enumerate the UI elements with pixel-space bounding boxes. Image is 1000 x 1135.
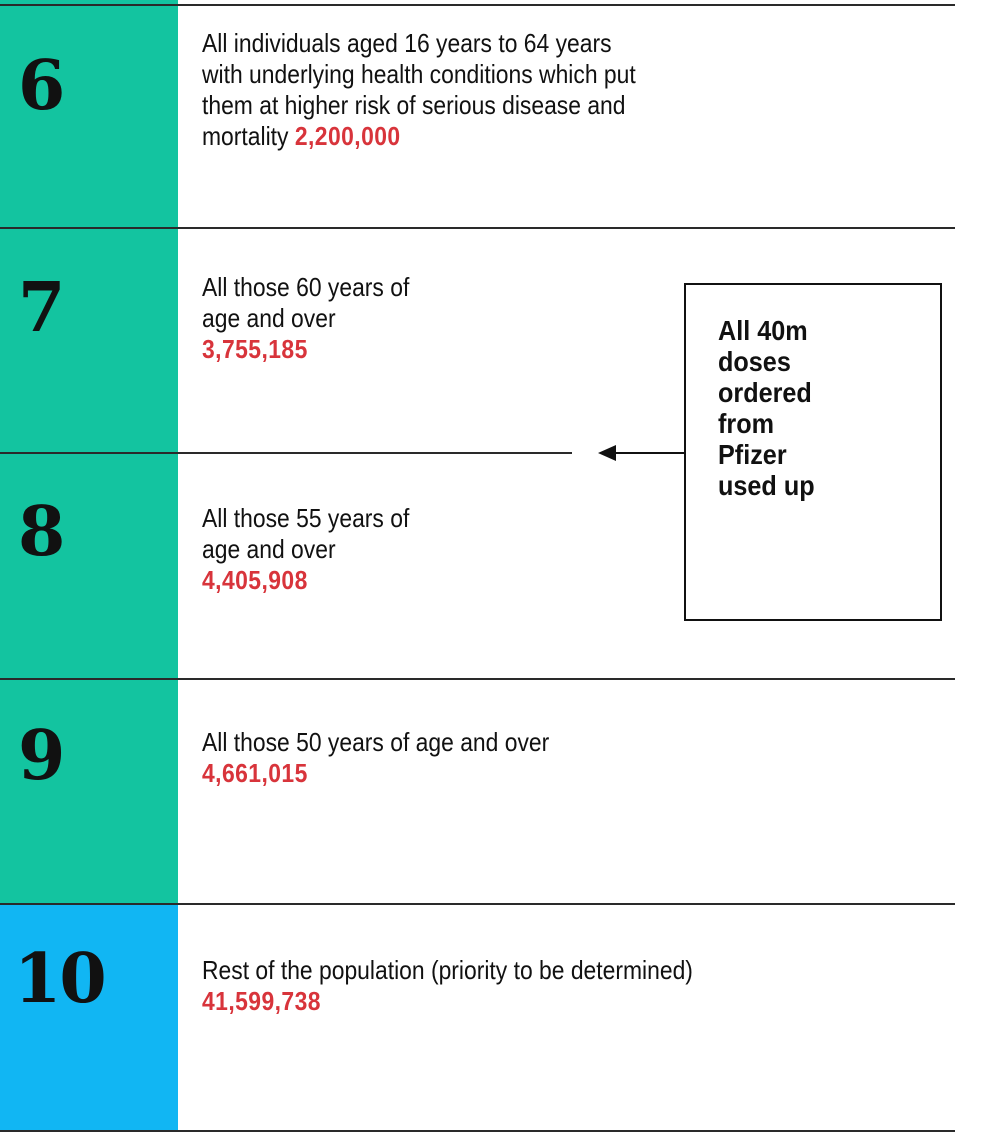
divider-6-7 [0, 227, 955, 229]
group-7-text [202, 272, 426, 365]
group-7-number: 7 [18, 268, 64, 348]
callout-arrow-icon [596, 440, 688, 466]
group-6-number: 6 [18, 46, 64, 126]
group-10-description: Rest of the population (priority to be determined) [202, 955, 693, 985]
group-7-description: All those 60 years of age and over [202, 272, 410, 333]
divider-8-9 [0, 678, 955, 680]
group-9-description: All those 50 years of age and over [202, 727, 550, 757]
group-8-number: 8 [18, 492, 64, 572]
divider-top [0, 4, 955, 6]
group-6-description: All individuals aged 16 years to 64 years with underlying health conditions which put them at higher risk of serious disease and mortality [202, 28, 636, 151]
group-9-count: 4,661,015 [202, 758, 308, 788]
group-6-text [202, 28, 646, 152]
group-10-number: 10 [14, 939, 105, 1019]
divider-7-8 [0, 452, 572, 454]
divider-9-10 [0, 903, 955, 905]
group-6-count: 2,200,000 [294, 121, 401, 151]
group-7-count: 3,755,185 [202, 334, 308, 364]
group-10-count: 41,599,738 [202, 986, 321, 1016]
group-8-text [202, 503, 426, 596]
group-10-text [202, 955, 818, 1017]
pfizer-callout-text: All 40m doses ordered from Pfizer used up [718, 315, 815, 501]
divider-bottom [0, 1130, 955, 1132]
pfizer-callout-box [684, 283, 942, 621]
group-9-text [202, 727, 572, 789]
group-8-description: All those 55 years of age and over [202, 503, 410, 564]
group-9-number: 9 [18, 716, 64, 796]
group-8-count: 4,405,908 [202, 565, 308, 595]
